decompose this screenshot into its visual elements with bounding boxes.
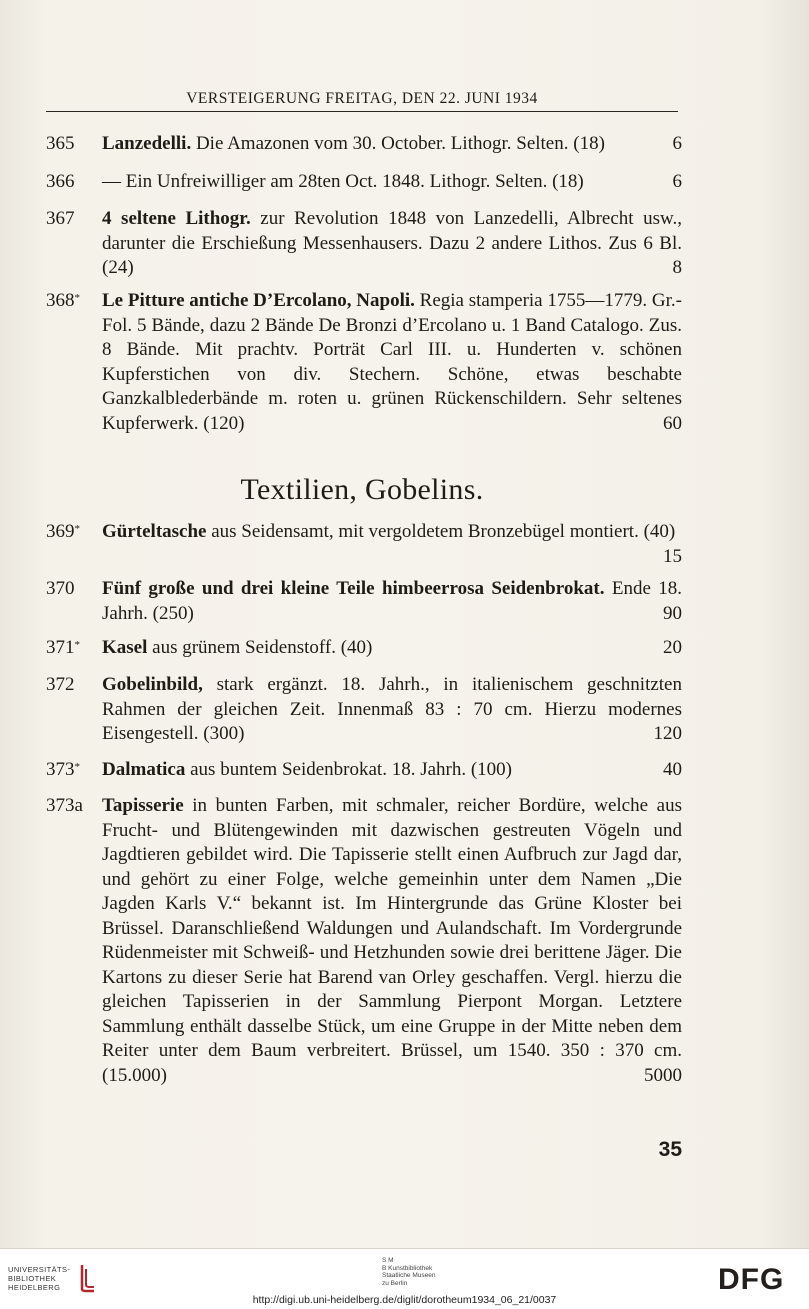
lot-price: 6 [672,171,682,192]
lot-price: 120 [653,723,682,744]
section-title: Textilien, Gobelins. [240,473,484,506]
lot-description: 4 seltene Lithogr. zur Revolution 1848 von Lanzedelli, Albrecht usw., darunter die Erschießung Messenhausers. Dazu 2 andere Lithos. Zus 6 Bl. (24) 8 [102,207,682,281]
lot-number: 372 [46,674,75,695]
lot-title: Fünf große und drei kleine Teile himbeerrosa Seidenbrokat. [102,578,605,599]
lot-price: 60 [663,412,682,434]
lot-description: Fünf große und drei kleine Teile himbeerrosa Seidenbrokat. Ende 18. Jahrh. (250) 90 [102,577,682,626]
lot-description: Tapisserie in bunten Farben, mit schmaler, reicher Bordüre, welche aus Frucht- und Blütengewinden mit dazwischen gestreuten Vögeln und Jagdtieren gebildet wird. Die Tapisserie stellt einen Aufbruch zur Jagd dar, und gehört zu einer Folge, welche gemeinhin unter dem Namen „Die Jagden Karls V.“ bekannt ist. Im Hintergrunde das Grüne Kloster bei Brüssel. Daranschließend Waldungen und Aulandschaft. Im Vordergrunde Rüdenmeister mit Schweiß- und Hetzhunden sowie drei berittene Jäger. Die Kartons zu dieser Serie hat Barend van Orley geschaffen. Vergl. hierzu die gleichen Tapisserien in der Sammlung Pierpont Morgan. Letztere Sammlung enthält dasselbe Stück, um eine Gruppe in der Mitte neben dem Reiter unter dem Baum verbreitert. Brüssel, um 1540. 350 : 370 cm. (15.000) 5000 [102,794,682,1088]
lot-number: 371* [46,637,80,658]
library-seal-icon [78,1263,98,1293]
lot-description: — Ein Unfreiwilliger am 28ten Oct. 1848. Lithogr. Selten. (18) 6 [102,170,682,195]
lot-number: 373a [46,795,83,816]
lot-description: Lanzedelli. Die Amazonen vom 30. October. Lithogr. Selten. (18) 6 [102,132,682,157]
lot-number: 373* [46,759,80,780]
lot-price: 15 [663,545,682,567]
lot-description: Kasel aus grünem Seidenstoff. (40) 20 [102,636,682,661]
permalink-url[interactable]: http://digi.ub.uni-heidelberg.de/diglit/dorotheum1934_06_21/0037 [252,1294,557,1306]
lot-title: Dalmatica [102,759,186,780]
lot-title: Gobelinbild, [102,674,203,695]
lot-title: Gürteltasche [102,521,207,542]
lot-title: Le Pitture antiche D’Ercolano, Napoli. [102,290,415,311]
lot-description: Dalmatica aus buntem Seidenbrokat. 18. Jahrh. (100) 40 [102,758,682,783]
page-number: 35 [658,1138,682,1161]
lot-number: 367 [46,208,75,229]
lot-title: 4 seltene Lithogr. [102,208,251,229]
lot-price: 90 [663,602,682,624]
lot-number: 368* [46,290,80,311]
lot-price: 20 [663,637,682,658]
lot-description: Le Pitture antiche D’Ercolano, Napoli. Regia stamperia 1755—1779. Gr.-Fol. 5 Bände, dazu 2 Bände De Bronzi d’Ercolano u. 1 Band Catalogo. Zus. 8 Bände. Mit prachtv. Porträt Carl III. u. Hunderten v. schönen Kupferstichen von div. Stechern. Schöne, etwas beschabte Ganzkalblederbände m. roten u. grünen Rückenschildern. Sehr seltenes Kupferwerk. (120) 60 [102,289,682,436]
lot-title: Kasel [102,637,148,658]
running-header: VERSTEIGERUNG FREITAG, DEN 22. JUNI 1934 [186,90,538,107]
lot-number: 366 [46,171,75,192]
lot-price: 40 [663,759,682,780]
lot-price: 5000 [644,1064,682,1086]
lot-description: Gobelinbild, stark ergänzt. 18. Jahrh., in italienischem geschnitzten Rahmen der gleichen Zeit. Innenmaß 83 : 70 cm. Hierzu modernes Eisengestell. (300) 120 [102,673,682,747]
lot-number: 370 [46,578,75,599]
kunstbibliothek-logo: S M B Kunstbibliothek Staatliche Museen zu Berlin [382,1257,436,1287]
lot-description: Gürteltasche aus Seidensamt, mit vergoldetem Bronzebügel montiert. (40) 15 [102,520,682,569]
library-logo[interactable]: UNIVERSITÄTS- BIBLIOTHEK HEIDELBERG [8,1265,71,1292]
dfg-logo[interactable]: DFG [718,1263,785,1296]
lot-title: Tapisserie [102,795,184,816]
lot-price: 6 [672,133,682,154]
header-rule [46,111,678,112]
lot-number: 365 [46,133,75,154]
lot-price: 8 [672,257,682,278]
lot-number: 369* [46,521,80,542]
lot-title: Lanzedelli. [102,133,192,154]
